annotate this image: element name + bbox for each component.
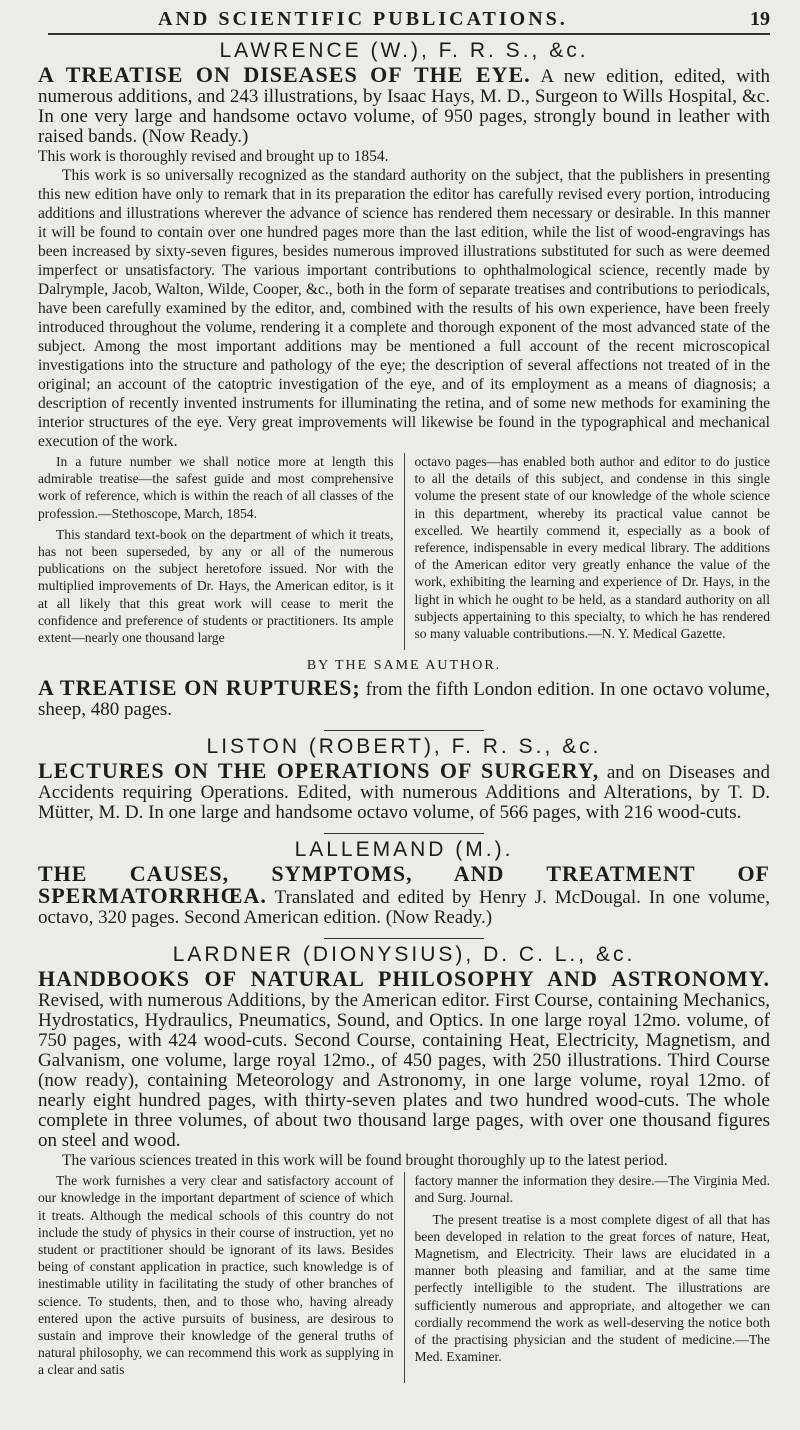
review-column-left bbox=[38, 453, 394, 650]
revision-note: This work is thoroughly revised and brought up to 1854. bbox=[38, 148, 389, 165]
review-standard-textbook: This standard text-book on the department of which it treats, has not been superseded, by any or all of the numerous publications on the subject heretofore issued. Nor with the multiplied improvements of Dr. Hays, the American editor, is it at all likely that this great work will cease to merit the confidence and preference of students or practitioners. Its ample extent—nearly one thousand large bbox=[38, 526, 394, 646]
review-virginia-journal: factory manner the information they desire.—The Virginia Med. and Surg. Journal. bbox=[414, 1173, 770, 1206]
review-columns bbox=[38, 453, 770, 650]
column-divider bbox=[404, 453, 405, 650]
review-stethoscope: In a future number we shall notice more at length this admirable treatise—the safest guide and most comprehensive work of reference, which is within the reach of all classes of the profession.—Stethoscope, March, 1854. bbox=[38, 454, 394, 521]
author-heading-lawrence: LAWRENCE (W.), F. R. S., &c. bbox=[219, 39, 589, 62]
work-title-lead: HANDBOOKS OF NATURAL PHILOSOPHY AND ASTRONOMY. bbox=[38, 966, 770, 992]
review-column-right bbox=[415, 1172, 771, 1382]
section-rule bbox=[324, 833, 484, 834]
work-title-lead: THE CAUSES, SYMPTOMS, AND TREATMENT OF SPERMATORRHŒA. bbox=[38, 861, 770, 909]
work-title-natural-philosophy bbox=[38, 966, 770, 1152]
work-title-lead: A TREATISE ON RUPTURES; bbox=[38, 675, 361, 701]
work-title-lead: LECTURES ON THE OPERATIONS OF SURGERY, bbox=[38, 758, 600, 784]
review-column-left bbox=[38, 1172, 394, 1382]
author-heading-liston: LISTON (ROBERT), F. R. S., &c. bbox=[206, 735, 602, 759]
review-columns bbox=[38, 1172, 770, 1382]
author-heading-lardner: LARDNER (DIONYSIUS), D. C. L., &c. bbox=[172, 943, 636, 967]
work-title-ruptures bbox=[38, 675, 770, 721]
review-column-right bbox=[415, 453, 771, 650]
review-ny-medical-gazette: octavo pages—has enabled both author and editor to do justice to all the details of this subject, and condense in this single volume the present state of our knowledge of the whole science in this department, whereby its practical value cannot be excelled. We heartily commend it, especially as a book of reference, indispensable in every medical library. The additions of the American editor very greatly enhance the value of the work, exhibiting the learning and experience of Dr. Hays, in the light in which he ought to be held, as a standard authority on all subjects appertaining to this specialty, to which he has rendered so many valuable contributions.—N. Y. Medical Gazette. bbox=[414, 454, 770, 642]
review-med-examiner: The present treatise is a most complete digest of all that has been developed in relation to the great forces of nature, Heat, Magnetism, and Electricity. Their laws are elucidated in a manner both pleasing and familiar, and at the same time perfectly intelligible to the student. The illustrations are sufficiently numerous and appropriate, and altogether we can cordially recommend the work as well-deserving the notice both of the practising physician and the student of medicine.—The Med. Examiner. bbox=[414, 1211, 770, 1365]
description-paragraph: This work is so universally recognized as the standard authority on the subject, that the publishers in presenting this new edition have only to remark that in its preparation the editor has carefully revised every portion, introducing additions and illustrations wherever the advance of science has rendered them necessary or desirable. In this manner it will be found to contain over one hundred pages more than the last edition, while the list of wood-engravings has been increased by sixty-seven figures, besides numerous improved illustrations substituted for such as were deemed imperfect or unsatisfactory. The various important contributions to ophthalmological science, recently made by Dalrymple, Jacob, Walton, Wilde, Cooper, &c., both in the form of separate treatises and contributions to periodicals, have been carefully examined by the editor, and, combined with the results of his own experience, have been freely introduced throughout the volume, rendering it a complete and thorough exponent of the most advanced state of the subject. Among the most important additions may be mentioned a full account of the recent microscopical investigations into the structure and pathology of the eye; the description of several affections not treated of in the original; an account of the catoptric investigation of the eye, and of its employment as a means of diagnosis; a description of recently invented instruments for illuminating the retina, and of some new methods for examining the interior structures of the eye. Very great improvements will likewise be found in the typographical and mechanical execution of the work. bbox=[38, 167, 770, 450]
work-title-operations-of-surgery bbox=[38, 758, 770, 824]
author-heading-lallemand: LALLEMAND (M.). bbox=[294, 838, 514, 862]
work-title-rest: Translated and edited by Henry J. McDougal. In one volume, octavo, 320 pages. Second American edition. (Now Ready.) bbox=[38, 887, 770, 929]
running-head bbox=[158, 8, 770, 31]
running-title: AND SCIENTIFIC PUBLICATIONS. bbox=[158, 8, 568, 30]
work-title-rest: and on Diseases and Accidents requiring Operations. Edited, with numerous Additions and Alterations, by T. D. Mütter, M. D. In one large and handsome octavo volume, of 566 pages, with 216 wood-cuts. bbox=[38, 762, 770, 824]
header-rule bbox=[48, 33, 770, 35]
work-title-spermatorrhoea bbox=[38, 861, 770, 929]
section-rule bbox=[324, 730, 484, 731]
same-author-heading: BY THE SAME AUTHOR. bbox=[306, 658, 502, 674]
page-number: 19 bbox=[750, 8, 770, 30]
review-clear-account: The work furnishes a very clear and satisfactory account of our knowledge in the important department of science of which it treats. Although the medical schools of this country do not include the study of physics in their course of instruction, yet no student or practitioner should be ignorant of its laws. Besides being of constant application in practice, such knowledge is of inestimable utility in facilitating the study of other branches of science. To students, then, and to those who, having already entered upon the active pursuits of business, are desirous to sustain and improve their knowledge of the general truths of natural philosophy, we can recommend this work as supplying in a clear and satis bbox=[38, 1173, 394, 1378]
sciences-paragraph: The various sciences treated in this work will be found brought thoroughly up to the latest period. bbox=[62, 1152, 668, 1170]
section-rule bbox=[324, 938, 484, 939]
work-title-rest: A new edition, edited, with numerous additions, and 243 illustrations, by Isaac Hays, M. D., Surgeon to Wills Hospital, &c. In one very large and handsome octavo volume, of 950 pages, strongly bound in leather with raised bands. (Now Ready.) bbox=[38, 66, 770, 147]
work-title-rest: Revised, with numerous Additions, by the American editor. First Course, containing Mechanics, Hydrostatics, Hydraulics, Pneumatics, Sound, and Optics. In one large royal 12mo. volume, of 750 pages, with 424 wood-cuts. Second Course, containing Heat, Electricity, Magnetism, and Galvanism, one volume, large royal 12mo., of 450 pages, with 250 illustrations. Third Course (now ready), containing Meteorology and Astronomy, in one large volume, royal 12mo. of nearly eight hundred pages, with thirty-seven plates and two hundred wood-cuts. The whole complete in three volumes, of about two thousand large pages, with over one thousand figures on steel and wood. bbox=[38, 990, 770, 1152]
work-title-diseases-of-eye bbox=[38, 62, 770, 147]
work-title-rest: from the fifth London edition. In one octavo volume, sheep, 480 pages. bbox=[38, 679, 770, 721]
column-divider bbox=[404, 1172, 405, 1382]
work-title-lead: A TREATISE ON DISEASES OF THE EYE. bbox=[38, 62, 531, 87]
